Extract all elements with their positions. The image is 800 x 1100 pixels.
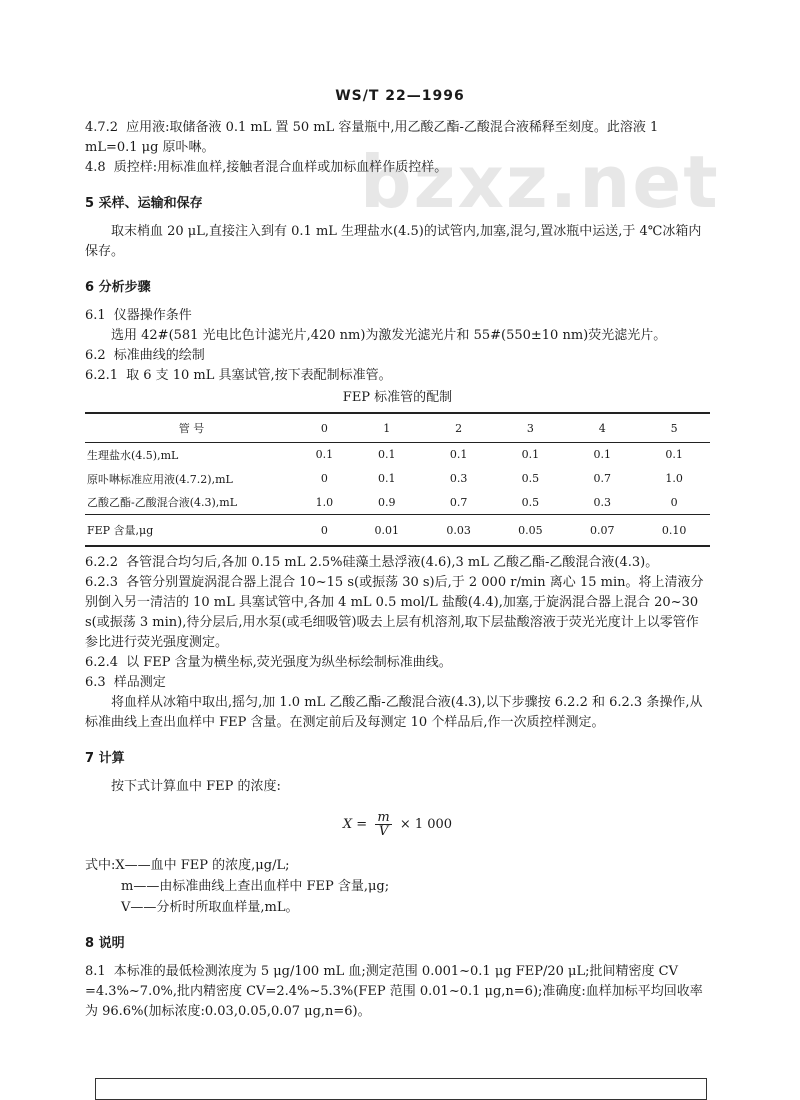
clause-number: 6.3 [85,675,106,690]
table-cell: 0.10 [638,515,710,547]
clause-number: 6.2.3 [85,575,119,590]
clause-text: 各管混合均匀后,各加 0.15 mL 2.5%硅藻土悬浮液(4.6),3 mL 乙酸乙酯-乙酸混合液(4.3)。 [126,555,659,570]
clause-text: 本标准的最低检测浓度为 5 μg/100 mL 血;测定范围 0.001~0.1 μg FEP/20 μL;批间精密度 CV =4.3%~7.0%,批内精密度 CV=2.4%~5.3%(FEP 范围 0.01~0.1 μg,n=6);准确度:血样加标平均回收率为 96.6%(加标浓度:0.03,0.05,0.07 μg,n=6)。 [85,964,703,1019]
table-cell: 0 [298,515,351,547]
table-cell: 1.0 [315,495,334,509]
clause-6-2 [85,346,710,366]
definition-line [85,855,710,876]
clause-title: 仪器操作条件 [113,308,192,323]
table-cell: 0.1 [378,448,396,462]
section-6-title: 6 分析步骤 [85,280,151,295]
table-header-cell: 3 [495,413,567,443]
table-cell: 0 [320,472,328,485]
row-label: FEP 含量,μg [85,515,298,547]
clause-6-2-3 [85,573,710,653]
definition-m: m——由标准曲线上查出血样中 FEP 含量,μg; [121,879,390,894]
clause-text: 取 6 支 10 mL 具塞试管,按下表配制标准管。 [126,368,392,383]
watermark: bzxz.net [360,140,720,224]
formula [85,811,710,841]
table-header-label: 管 号 [85,413,298,443]
table-header-cell: 4 [566,413,638,443]
section-8-title: 8 说明 [85,936,125,951]
clause-6-2-2 [85,553,710,573]
clause-6-3 [85,673,710,693]
clause-text: 各管分别置旋涡混合器上混合 10~15 s(或振荡 30 s)后,于 2 000 r/min 离心 15 min。将上清液分别倒入另一清洁的 10 mL 具塞试管中,各加 4 mL 0.5 mol/L 盐酸(4.4),加塞,于旋涡混合器上混合 20~30 s(或振荡 3 min),待分层后,用水泵(或毛细吸管)吸去上层有机溶剂,取下层盐酸溶液于荧光光度计上以零管作参比进行荧光强度测定。 [85,575,704,650]
definition-v: V——分析时所取血样量,mL。 [121,900,299,915]
clause-number: 8.1 [85,964,106,979]
table-cell: 0.1 [521,448,540,462]
table-row [85,491,710,515]
table-cell: 0.01 [351,515,423,547]
table-header-cell: 5 [638,413,710,443]
table-header-row [85,413,710,443]
clause-title: 样品测定 [113,675,166,690]
formula-lhs: X = [342,817,368,832]
clause-title: 标准曲线的绘制 [113,348,205,363]
clause-number: 4.8 [85,160,106,175]
row-label: 原卟啉标准应用液(4.7.2),mL [87,472,233,486]
table-caption: FEP 标准管的配制 [342,390,453,405]
clause-number: 4.7.2 [85,120,119,135]
clause-number: 6.1 [85,308,106,323]
table-header-cell: 2 [423,413,495,443]
clause-text: 质控样:用标准血样,接触者混合血样或加标血样作质控样。 [113,160,448,175]
formula-definitions [85,855,710,918]
table-cell: 0.1 [665,448,683,462]
clause-number: 6.2.1 [85,368,119,383]
table-cell: 1.0 [665,472,683,485]
table-cell: 0.1 [378,472,396,485]
row-label: 生理盐水(4.5),mL [87,448,179,462]
definition-x: X——血中 FEP 的浓度,μg/L; [115,858,290,873]
table-cell: 0.7 [449,495,468,509]
table-row [85,467,710,491]
table-cell: 0.7 [593,472,611,485]
clause-number: 6.2 [85,348,106,363]
document-body [85,118,710,1022]
clause-6-1-text: 选用 42#(581 光电比色计滤光片,420 nm)为激发光滤光片和 55#(550±10 nm)荧光滤光片。 [111,328,667,343]
table-cell: 0.1 [593,448,611,462]
table-cell: 0.5 [521,472,540,485]
clause-4-8 [85,158,710,178]
table-header-cell: 0 [298,413,351,443]
table-cell: 0.9 [378,495,396,509]
table-cell: 0.5 [521,495,540,509]
table-cell: 0.03 [423,515,495,547]
clause-6-2-4 [85,653,710,673]
clause-6-3-text: 将血样从冰箱中取出,摇匀,加 1.0 mL 乙酸乙酯-乙酸混合液(4.3),以下步骤按 6.2.2 和 6.2.3 条操作,从标准曲线上查出血样中 FEP 含量。在测定前后及每测定 10 个样品后,作一次质控样测定。 [85,695,703,730]
page-header: WS/T 22—1996 [335,88,465,104]
section-5-text: 取末梢血 20 μL,直接注入到有 0.1 mL 生理盐水(4.5)的试管内,加塞,混匀,置冰瓶中运送,于 4℃冰箱内保存。 [85,224,702,259]
section-5-title: 5 采样、运输和保存 [85,196,203,211]
table-cell: 0.3 [593,495,611,509]
footer-frame [95,1078,707,1100]
formula-rhs: × 1 000 [399,817,453,832]
table-cell: 0 [670,495,678,509]
section-7-title: 7 计算 [85,751,125,766]
table-row [85,515,710,547]
clause-4-7-2 [85,118,710,158]
table-cell: 0.1 [449,448,468,462]
row-label: 乙酸乙酯-乙酸混合液(4.3),mL [87,496,238,510]
formula-denominator: V [378,824,389,839]
clause-text: 以 FEP 含量为横坐标,荧光强度为纵坐标绘制标准曲线。 [126,655,452,670]
clause-6-2-1 [85,366,710,386]
table-cell: 0.1 [315,448,334,462]
table-cell: 0.05 [495,515,567,547]
table-cell: 0.3 [449,472,468,485]
clause-6-1 [85,306,710,326]
table-header-cell: 1 [351,413,423,443]
table-cell: 0.07 [566,515,638,547]
clause-number: 6.2.2 [85,555,119,570]
section-7-intro: 按下式计算血中 FEP 的浓度: [111,779,281,794]
clause-number: 6.2.4 [85,655,119,670]
formula-fraction [375,811,391,838]
table-row [85,443,710,467]
definition-prefix: 式中: [85,858,116,873]
clause-text: 应用液:取储备液 0.1 mL 置 50 mL 容量瓶中,用乙酸乙酯-乙酸混合液稀释至刻度。此溶液 1 mL=0.1 μg 原卟啉。 [85,120,659,155]
standard-tube-table [85,412,710,547]
clause-8-1 [85,962,710,1022]
formula-numerator: m [377,810,390,825]
